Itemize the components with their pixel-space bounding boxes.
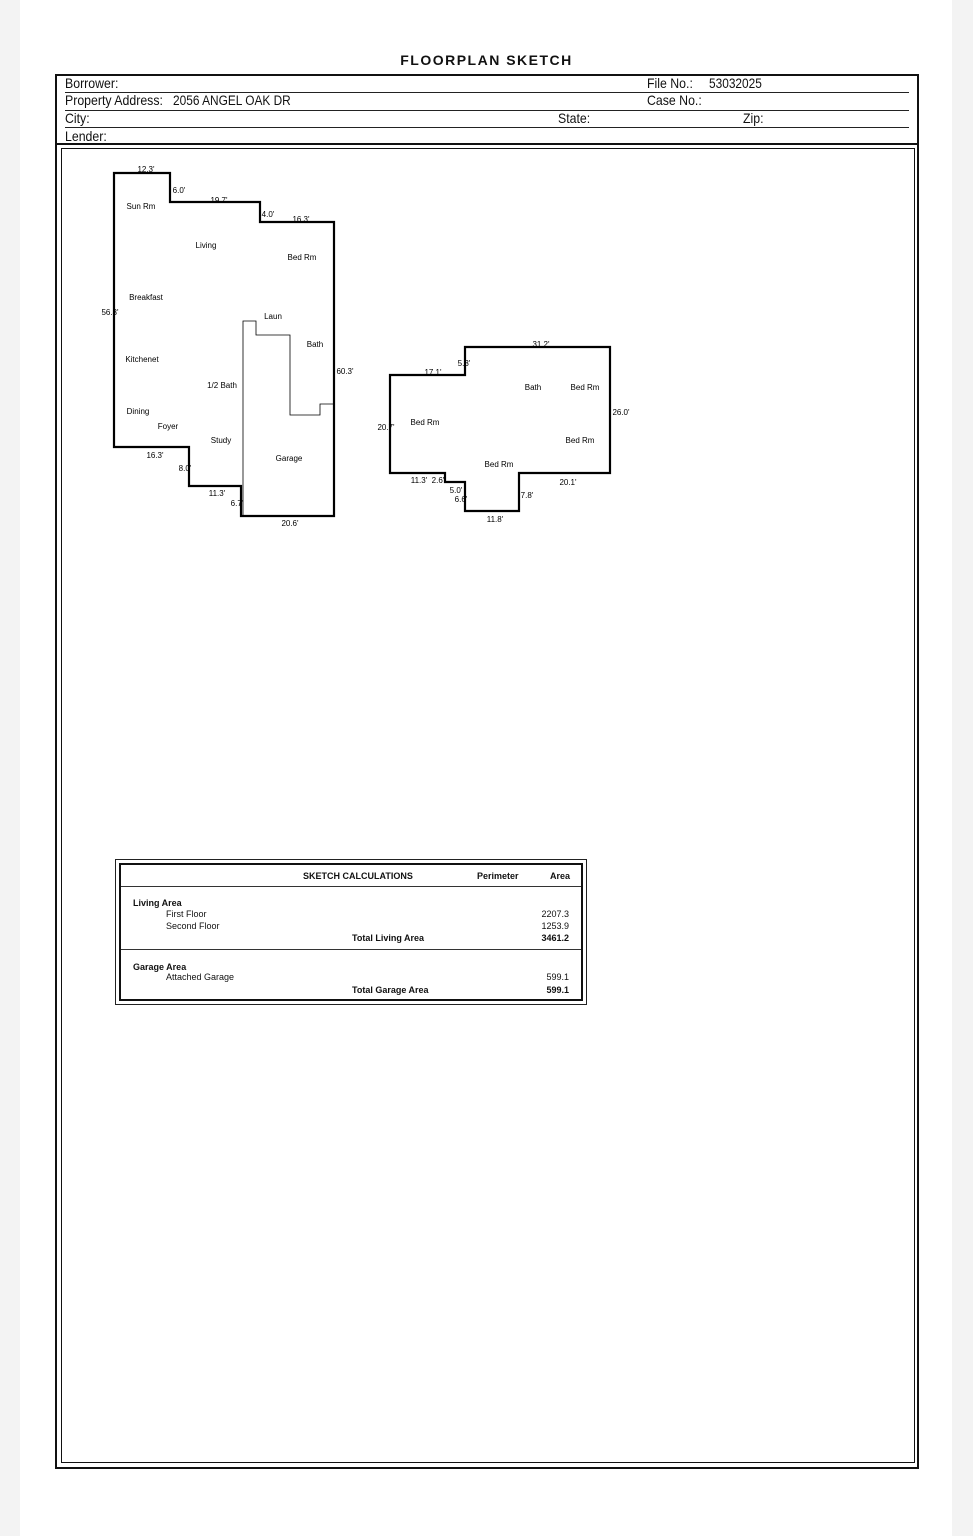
dimension-label: 7.8' — [520, 491, 534, 500]
room-label: Breakfast — [129, 293, 163, 302]
room-label: Bed Rm — [565, 436, 595, 445]
room-label: Foyer — [157, 422, 179, 431]
file-no-value: 53032025 — [709, 76, 762, 91]
total-living-label: Total Living Area — [352, 933, 425, 943]
dimension-label: 20.6' — [281, 519, 299, 528]
dimension-label: 6.7' — [230, 499, 244, 508]
dimension-label: 11.8' — [486, 515, 504, 524]
dimension-label: 11.3' — [208, 489, 226, 498]
page-title: FLOORPLAN SKETCH — [400, 52, 573, 68]
property-address-label: Property Address: — [65, 92, 163, 108]
dimension-label: 5.0' — [449, 486, 463, 495]
calculations-rule — [121, 949, 581, 950]
room-label: Garage — [275, 454, 303, 463]
room-label: Bath — [524, 383, 542, 392]
dimension-label: 6.0' — [172, 186, 186, 195]
dimension-label: 12.3' — [137, 165, 155, 174]
case-no-label: Case No.: — [647, 92, 702, 108]
room-label: Bed Rm — [287, 253, 317, 262]
dimension-label: 20.1' — [559, 478, 577, 487]
attached-garage-area: 599.1 — [546, 972, 569, 982]
room-label: Laun — [264, 312, 282, 321]
room-label: Bed Rm — [570, 383, 600, 392]
dimension-label: 5.3' — [457, 359, 471, 368]
total-living-area: 3461.2 — [541, 933, 569, 943]
room-label: Bed Rm — [484, 460, 514, 469]
second-floor-outline — [390, 347, 610, 511]
room-label: Bath — [306, 340, 324, 349]
dimension-label: 60.3' — [336, 367, 354, 376]
dimension-label: 19.7' — [210, 196, 228, 205]
room-label: 1/2 Bath — [207, 381, 237, 390]
first-floor-area: 2207.3 — [541, 909, 569, 919]
dimension-label: 16.3' — [146, 451, 164, 460]
attached-garage-label: Attached Garage — [166, 972, 235, 982]
dimension-label: 11.3' — [410, 476, 428, 485]
dimension-label: 2.6' — [431, 476, 445, 485]
lender-label: Lender: — [65, 128, 107, 144]
room-label: Living — [195, 241, 217, 250]
state-label: State: — [558, 110, 591, 126]
dimension-label: 17.1' — [424, 368, 442, 377]
dimension-label: 20.7' — [377, 423, 395, 432]
first-floor-outline — [114, 173, 334, 516]
total-garage-area: 599.1 — [546, 985, 569, 995]
garage-area-label: Garage Area — [133, 962, 187, 972]
first-floor-label: First Floor — [166, 909, 207, 919]
dimension-label: 56.3' — [101, 308, 119, 317]
city-label: City: — [65, 110, 90, 126]
second-floor-label: Second Floor — [166, 921, 220, 931]
room-label: Bed Rm — [410, 418, 440, 427]
first-floor-interior-wall — [243, 321, 333, 516]
zip-label: Zip: — [743, 110, 764, 126]
property-address-value: 2056 ANGEL OAK DR — [173, 93, 291, 108]
room-label: Sun Rm — [126, 202, 156, 211]
living-area-label: Living Area — [133, 898, 182, 908]
borrower-label: Borrower: — [65, 75, 119, 91]
area-header: Area — [550, 871, 571, 881]
dimension-label: 16.3' — [292, 215, 310, 224]
calculations-heading: SKETCH CALCULATIONS — [303, 871, 413, 881]
total-garage-label: Total Garage Area — [352, 985, 429, 995]
dimension-label: 4.0' — [261, 210, 275, 219]
room-label: Dining — [126, 407, 150, 416]
room-label: Kitchenet — [125, 355, 159, 364]
dimension-label: 6.6' — [454, 495, 468, 504]
dimension-label: 26.0' — [612, 408, 630, 417]
dimension-label: 8.0' — [178, 464, 192, 473]
second-floor-area: 1253.9 — [541, 921, 569, 931]
calculations-rule — [121, 886, 581, 887]
dimension-label: 31.2' — [532, 340, 550, 349]
perimeter-header: Perimeter — [477, 871, 519, 881]
file-no-label: File No.: — [647, 75, 693, 91]
room-label: Study — [210, 436, 232, 445]
